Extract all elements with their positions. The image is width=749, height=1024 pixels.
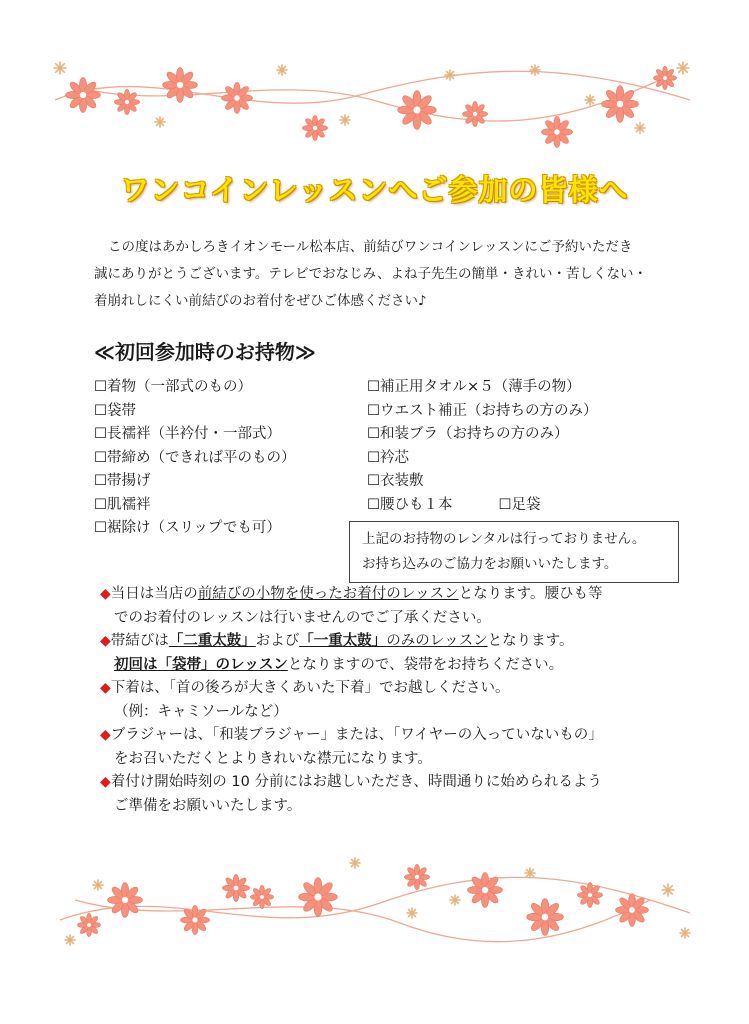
underlined-text: 「二重太鼓」 [168, 633, 256, 649]
notice-line: 初回は「袋帯」のレッスンとなりますので、袋帯をお持ちください。 [114, 656, 564, 673]
note-line: 上記のお持物のレンタルは行っておりません。 [362, 531, 646, 547]
sparkle-icon [65, 935, 75, 945]
intro-line: 誠にありがとうございます。テレビでおなじみ、よね子先生の簡単・きれい・苦しくない・ [94, 266, 647, 282]
sparkle-icon [450, 895, 460, 905]
sparkle-icon [585, 95, 595, 105]
flower-icon [114, 89, 139, 114]
notice-line: をお召いただくとよりきれいな襟元になります。 [114, 750, 432, 767]
checklist-item: ☐衣装敷 [367, 473, 424, 489]
flower-icon [163, 68, 198, 103]
flower-icon [616, 894, 649, 927]
sparkle-icon [277, 65, 287, 75]
checklist-item: ☐長襦袢（半衿付・一部式） [94, 426, 281, 442]
underlined-text: のみのレッスン [386, 633, 488, 649]
underlined-text: 初回は「袋帯」のレッスン [114, 656, 288, 673]
flower-icon [108, 883, 143, 918]
diamond-bullet-icon: ◆ [100, 586, 111, 602]
flower-icon [222, 874, 249, 901]
sparkle-icon [54, 62, 66, 74]
underlined-text: 「一重太鼓」 [299, 633, 387, 649]
items-list-left [94, 376, 296, 541]
sparkle-icon [407, 908, 417, 918]
checklist-item-row [367, 494, 598, 518]
intro-text [94, 234, 669, 315]
vine-line [75, 900, 650, 942]
sparkle-icon [530, 65, 540, 75]
notice-item: ◆着付け開始時刻の 10 分前にはお越しいただき、時間通りに始められるよう [100, 774, 602, 790]
flower-icon [527, 899, 564, 936]
flower-icon [404, 864, 429, 889]
sparkle-icon [340, 115, 350, 125]
diamond-bullet-icon: ◆ [100, 633, 111, 649]
checklist-item: ☐補正用タオル×５（薄手の物） [367, 379, 581, 395]
sparkle-icon [525, 868, 535, 878]
floral-border-top [0, 40, 749, 150]
checklist-item: ☐和装ブラ（お持ちの方のみ） [367, 426, 569, 442]
underlined-text: 前結びの小物を使ったお着付のレッスン [197, 586, 459, 602]
checklist-item: ☐腰ひも１本 [367, 496, 453, 513]
rental-note-box [349, 521, 679, 583]
flower-icon [602, 86, 639, 123]
flower-icon [250, 885, 273, 908]
notice-line: ご準備をお願いいたします。 [114, 797, 302, 814]
flower-icon [541, 116, 572, 147]
notice-item: ◆ブラジャーは、「和装ブラジャー」または、「ワイヤーの入っていないもの」 [100, 727, 603, 743]
notice-item: ◆当日は当店の前結びの小物を使ったお着付のレッスンとなります。腰ひも等 [100, 586, 603, 602]
flower-icon [221, 82, 252, 113]
checklist-item: ☐肌襦袢 [94, 496, 151, 513]
checklist-item: ☐足袋 [498, 496, 541, 513]
flower-icon [299, 878, 338, 917]
flower-icon [653, 66, 676, 89]
flower-icon [577, 882, 602, 907]
flower-icon [66, 78, 101, 113]
notice-line: （例：キャミソールなど） [114, 703, 288, 720]
checklist-item: ☐帯揚げ [94, 473, 151, 489]
checklist-item: ☐衿芯 [367, 449, 409, 466]
flower-icon [468, 873, 503, 908]
sparkle-icon [677, 62, 689, 74]
intro-line: 着崩れしにくい前結びのお着付をぜひご体感ください♪ [94, 293, 427, 309]
sparkle-icon [445, 70, 455, 80]
sparkle-icon [680, 928, 690, 938]
items-heading: ≪初回参加時のお持物≫ [94, 340, 316, 364]
sparkle-icon [93, 880, 103, 890]
notices [100, 583, 660, 818]
checklist-item: ☐袋帯 [94, 402, 136, 419]
notice-line: でのお着付のレッスンは行いませんのでご了承ください。 [114, 609, 491, 626]
notice-item: ◆帯結びは「二重太鼓」および「一重太鼓」のみのレッスンとなります。 [100, 633, 574, 649]
checklist-item: ☐裾除け（スリップでも可） [94, 520, 281, 536]
flower-icon [462, 101, 487, 126]
diamond-bullet-icon: ◆ [100, 680, 111, 696]
diamond-bullet-icon: ◆ [100, 727, 111, 743]
page-title: ワンコインレッスンへご参加の皆様へ [120, 173, 629, 207]
flower-icon [180, 905, 209, 934]
checklist-item: ☐帯締め（できれば平のもの） [94, 449, 296, 466]
flower-icon [302, 115, 327, 140]
floral-border-bottom [0, 845, 749, 955]
vine-line [70, 80, 660, 121]
note-line: お持ち込みのご協力をお願いいたします。 [362, 556, 618, 572]
sparkle-icon [662, 884, 674, 896]
sparkle-icon [635, 123, 645, 133]
notice-item: ◆下着は、「首の後ろが大きくあいた下着」でお越しください。 [100, 680, 510, 696]
checklist-item: ☐着物（一部式のもの） [94, 379, 252, 395]
checklist-item: ☐ウエスト補正（お持ちの方のみ） [367, 402, 598, 419]
sparkle-icon [350, 858, 360, 868]
vine-line [55, 71, 690, 103]
diamond-bullet-icon: ◆ [100, 774, 111, 790]
intro-line: この度はあかしろきイオンモール松本店、前結びワンコインレッスンにご予約いただき [108, 239, 633, 255]
items-list-right [367, 376, 598, 517]
flower-icon [398, 91, 437, 130]
sparkle-icon [155, 117, 165, 127]
flower-icon [77, 913, 100, 936]
